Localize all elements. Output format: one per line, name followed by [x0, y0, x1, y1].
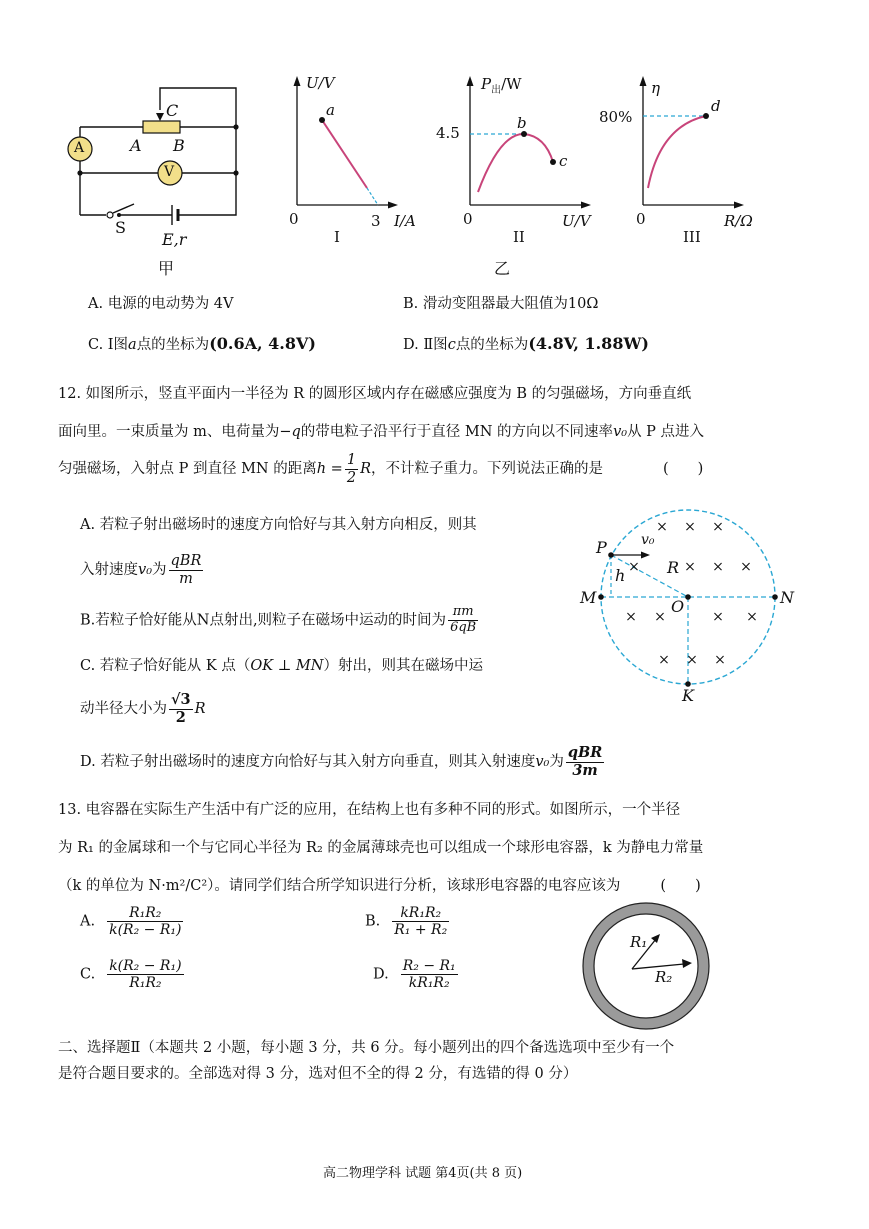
fig12-v0: v₀: [641, 532, 655, 548]
svg-text:×: ×: [625, 609, 637, 625]
source-label: E,r: [162, 230, 187, 249]
g3-ytick: 80%: [599, 108, 633, 126]
svg-text:×: ×: [684, 559, 696, 575]
svg-text:×: ×: [746, 609, 758, 625]
q11-option-c: C. Ⅰ图a点的坐标为(0.6A, 4.8V): [88, 334, 316, 353]
q11-option-b: B. 滑动变阻器最大阻值为10Ω: [403, 296, 599, 312]
page-footer: 高二物理学科 试题 第4页(共 8 页): [323, 1166, 523, 1181]
q13-line-2: 为 R₁ 的金属球和一个与它同心半径为 R₂ 的金属薄球壳也可以组成一个球形电容器，k 为静电力常量: [58, 840, 704, 856]
svg-text:×: ×: [658, 652, 670, 668]
g2-origin: 0: [463, 210, 473, 228]
svg-text:×: ×: [712, 559, 724, 575]
svg-text:×: ×: [712, 609, 724, 625]
g3-point-d: d: [711, 97, 721, 115]
g3-xlabel: R/Ω: [724, 212, 753, 230]
svg-text:×: ×: [656, 519, 668, 535]
caption-jia: 甲: [158, 259, 175, 278]
q12-option-d: D. 若粒子射出磁场时的速度方向恰好与其入射方向垂直，则其入射速度v₀为 $\frac{\text{qBR}}{3m}$: [80, 744, 603, 779]
q12-line-1: 12. 如图所示，竖直平面内一半径为 R 的圆形区域内存在磁感应强度为 B 的匀强磁场，方向垂直纸: [58, 386, 692, 402]
label-C: C: [166, 101, 179, 120]
g3-ylabel: η: [651, 79, 660, 97]
label-A: A: [130, 136, 142, 155]
section-2-line-2: 是符合题目要求的。全部选对得 3 分，选对但不全的得 2 分，有选错的得 0 分）: [58, 1066, 578, 1082]
q13-option-c: C. $\frac{\text{k(R₂ − R₁)}}{\text{R₁R₂}}$: [80, 958, 182, 992]
label-B: B: [173, 136, 185, 155]
ammeter-label: A: [74, 140, 85, 156]
q11-option-a: A. 电源的电动势为 4V: [88, 296, 234, 312]
q12-line-3: 匀强磁场，入射点 P 到直径 MN 的距离h = $\frac{1}{2}$ R，不计粒子重力。下列说法正确的是 ( ): [58, 452, 704, 486]
switch-label: S: [115, 218, 126, 237]
q13-option-b: B. $\frac{\text{kR₁R₂}}{\text{R₁ + R₂}}$: [365, 905, 448, 939]
g1-roman: I: [334, 228, 340, 246]
svg-text:×: ×: [686, 652, 698, 668]
fig13-R1: R₁: [630, 933, 648, 951]
svg-text:×: ×: [714, 652, 726, 668]
g2-ylabel: $P_出/W$: [481, 75, 522, 96]
q12-option-b: B.若粒子恰好能从N点射出,则粒子在磁场中运动的时间为 $\frac{\pi m}{6qB}$: [80, 604, 477, 635]
q13-option-d: D. $\frac{\text{R₂ − R₁}}{\text{kR₁R₂}}$: [373, 958, 456, 992]
svg-text:×: ×: [712, 519, 724, 535]
fig12-N: N: [780, 588, 794, 607]
g2-point-b: b: [517, 114, 527, 132]
fig12-h: h: [615, 566, 626, 585]
voltmeter-label: V: [164, 164, 175, 180]
g1-ylabel: U/V: [306, 74, 335, 92]
q13-line-3: （k 的单位为 N·m²/C²）。请同学们结合所学知识进行分析，该球形电容器的电容应该为 ( ): [58, 878, 701, 894]
section-2-line-1: 二、选择题Ⅱ（本题共 2 小题，每小题 3 分，共 6 分。每小题列出的四个备选选项中至少有一个: [58, 1040, 675, 1056]
svg-text:×: ×: [628, 559, 640, 575]
fig12-R: R: [667, 558, 680, 577]
svg-text:×: ×: [654, 609, 666, 625]
g1-point-a: a: [326, 101, 335, 119]
g3-origin: 0: [636, 210, 646, 228]
fig12-O: O: [671, 597, 685, 616]
q12-option-a-2: 入射速度v₀为 $\frac{\text{qBR}}{m}$: [80, 553, 202, 587]
g2-point-c: c: [559, 152, 568, 170]
q12-line-2: 面向里。一束质量为 m、电荷量为−q的带电粒子沿平行于直径 MN 的方向以不同速率v₀从 P 点进入: [58, 424, 705, 440]
g2-xlabel: U/V: [562, 212, 591, 230]
g1-xtick: 3: [371, 212, 381, 230]
fig12-K: K: [682, 686, 694, 705]
q12-option-c-2: 动半径大小为 $\frac{√3}{2}$ R: [80, 691, 206, 726]
caption-yi: 乙: [494, 259, 511, 278]
q11-option-d: D. Ⅱ图c点的坐标为(4.8V, 1.88W): [403, 334, 649, 353]
q13-line-1: 13. 电容器在实际生产生活中有广泛的应用，在结构上也有多种不同的形式。如图所示，一个半径: [58, 802, 681, 818]
fig13-R2: R₂: [655, 968, 673, 986]
g2-roman: II: [513, 228, 525, 246]
q12-option-c-1: C. 若粒子恰好能从 K 点（OK ⊥ MN）射出，则其在磁场中运: [80, 658, 483, 674]
g3-roman: III: [683, 228, 701, 246]
g2-ytick: 4.5: [436, 124, 460, 142]
svg-text:×: ×: [684, 519, 696, 535]
q13-option-a: A. $\frac{\text{R₁R₂}}{\text{k(R₂ − R₁)}}$: [80, 905, 182, 939]
g1-xlabel: I/A: [394, 212, 416, 230]
svg-text:×: ×: [740, 559, 752, 575]
fig12-M: M: [580, 588, 597, 607]
fig12-P: P: [596, 538, 607, 557]
q12-option-a-1: A. 若粒子射出磁场时的速度方向恰好与其入射方向相反，则其: [80, 517, 477, 533]
g1-origin: 0: [289, 210, 299, 228]
